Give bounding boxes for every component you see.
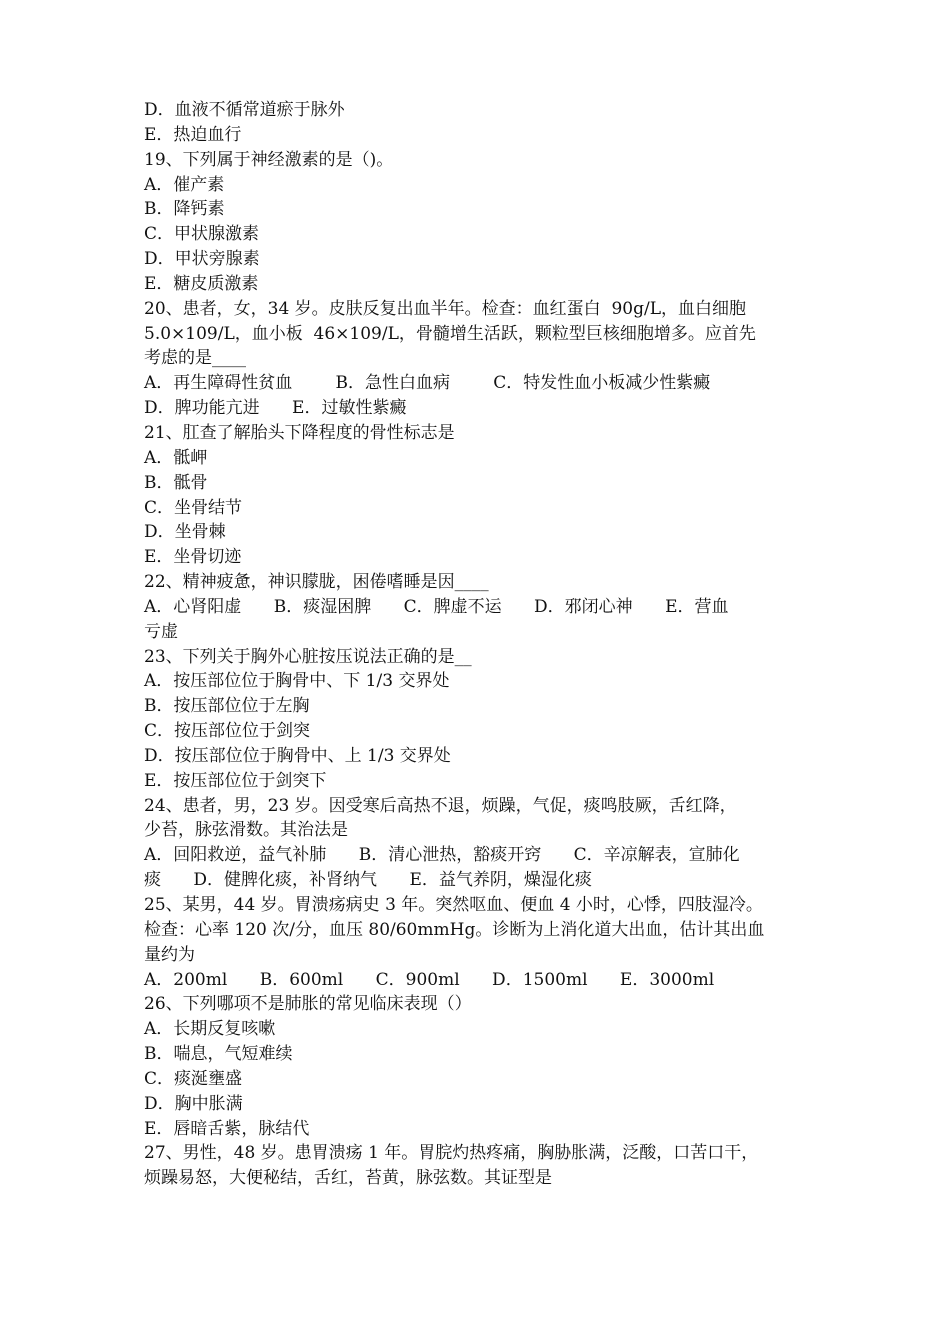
- option-line: C．按压部位位于剑突: [144, 721, 311, 742]
- text-line: E．热迫血行: [144, 124, 242, 145]
- question-line: 5.0×109/L，血小板 46×109/L，骨髓增生活跃，颗粒型巨核细胞增多。应首先: [144, 323, 756, 344]
- option-line: E．坐骨切迹: [144, 547, 242, 568]
- option-line: A．催产素: [144, 174, 225, 195]
- question-line: 20、患者，女，34 岁。皮肤反复出血半年。检查：血红蛋白 90g/L，血白细胞: [144, 298, 747, 319]
- option-line: B．喘息，气短难续: [144, 1044, 293, 1065]
- option-line: 亏虚: [144, 621, 178, 642]
- document-page: [144, 98, 812, 1191]
- question-line: 烦躁易怒，大便秘结，舌红，苔黄，脉弦数。其证型是: [144, 1168, 552, 1189]
- option-line: C．坐骨结节: [144, 497, 243, 518]
- option-line: E．糖皮质激素: [144, 273, 259, 294]
- option-line: A．再生障碍性贫血 B．急性白血病 C．特发性血小板减少性紫癜: [144, 373, 711, 394]
- option-line: A．回阳救逆，益气补肺 B．清心泄热，豁痰开窍 C．辛凉解表，宣肺化: [144, 845, 740, 866]
- option-line: D．按压部位位于胸骨中、上 1/3 交界处: [144, 745, 451, 766]
- question-line: 21、肛查了解胎头下降程度的骨性标志是: [144, 422, 455, 443]
- option-line: E．按压部位位于剑突下: [144, 770, 327, 791]
- option-line: B．降钙素: [144, 199, 225, 220]
- question-line: 27、男性，48 岁。患胃溃疡 1 年。胃脘灼热疼痛，胸胁胀满，泛酸，口苦口干，: [144, 1143, 759, 1164]
- option-line: C．甲状腺激素: [144, 224, 260, 245]
- option-line: D．胸中胀满: [144, 1093, 243, 1114]
- question-line: 考虑的是____: [144, 348, 246, 369]
- option-line: B．骶骨: [144, 472, 208, 493]
- question-line: 19、下列属于神经激素的是（)。: [144, 149, 394, 170]
- question-line: 24、患者，男，23 岁。因受寒后高热不退，烦躁，气促，痰鸣肢厥，舌红降，: [144, 795, 737, 816]
- question-line: 26、下列哪项不是肺胀的常见临床表现（）: [144, 994, 472, 1015]
- question-line: 22、精神疲惫，神识朦胧，困倦嗜睡是因____: [144, 572, 489, 593]
- option-line: D．坐骨棘: [144, 522, 226, 543]
- option-line: 痰 D．健脾化痰，补肾纳气 E．益气养阴，燥湿化痰: [144, 870, 592, 891]
- option-line: A．按压部位位于胸骨中、下 1/3 交界处: [144, 671, 450, 692]
- option-line: C．痰涎壅盛: [144, 1068, 243, 1089]
- option-line: D．脾功能亢进 E．过敏性紫癜: [144, 398, 407, 419]
- option-line: A．心肾阳虚 B．痰湿困脾 C．脾虚不运 D．邪闭心神 E．营血: [144, 596, 729, 617]
- option-line: A．长期反复咳嗽: [144, 1019, 276, 1040]
- question-line: 量约为: [144, 944, 195, 965]
- option-line: E．唇暗舌紫，脉结代: [144, 1118, 310, 1139]
- option-line: A．200ml B．600ml C．900ml D．1500ml E．3000ml: [144, 969, 715, 990]
- option-line: B．按压部位位于左胸: [144, 696, 310, 717]
- option-line: A．骶岬: [144, 447, 208, 468]
- question-line: 检查：心率 120 次/分，血压 80/60mmHg。诊断为上消化道大出血，估计其出血: [144, 919, 765, 940]
- question-line: 25、某男，44 岁。胃溃疡病史 3 年。突然呕血、便血 4 小时，心悸，四肢湿冷。: [144, 895, 763, 915]
- text-line: D．血液不循常道瘀于脉外: [144, 100, 345, 120]
- option-line: D．甲状旁腺素: [144, 249, 260, 270]
- question-line: 少苔，脉弦滑数。其治法是: [144, 820, 348, 841]
- question-line: 23、下列关于胸外心脏按压说法正确的是__: [144, 646, 472, 667]
